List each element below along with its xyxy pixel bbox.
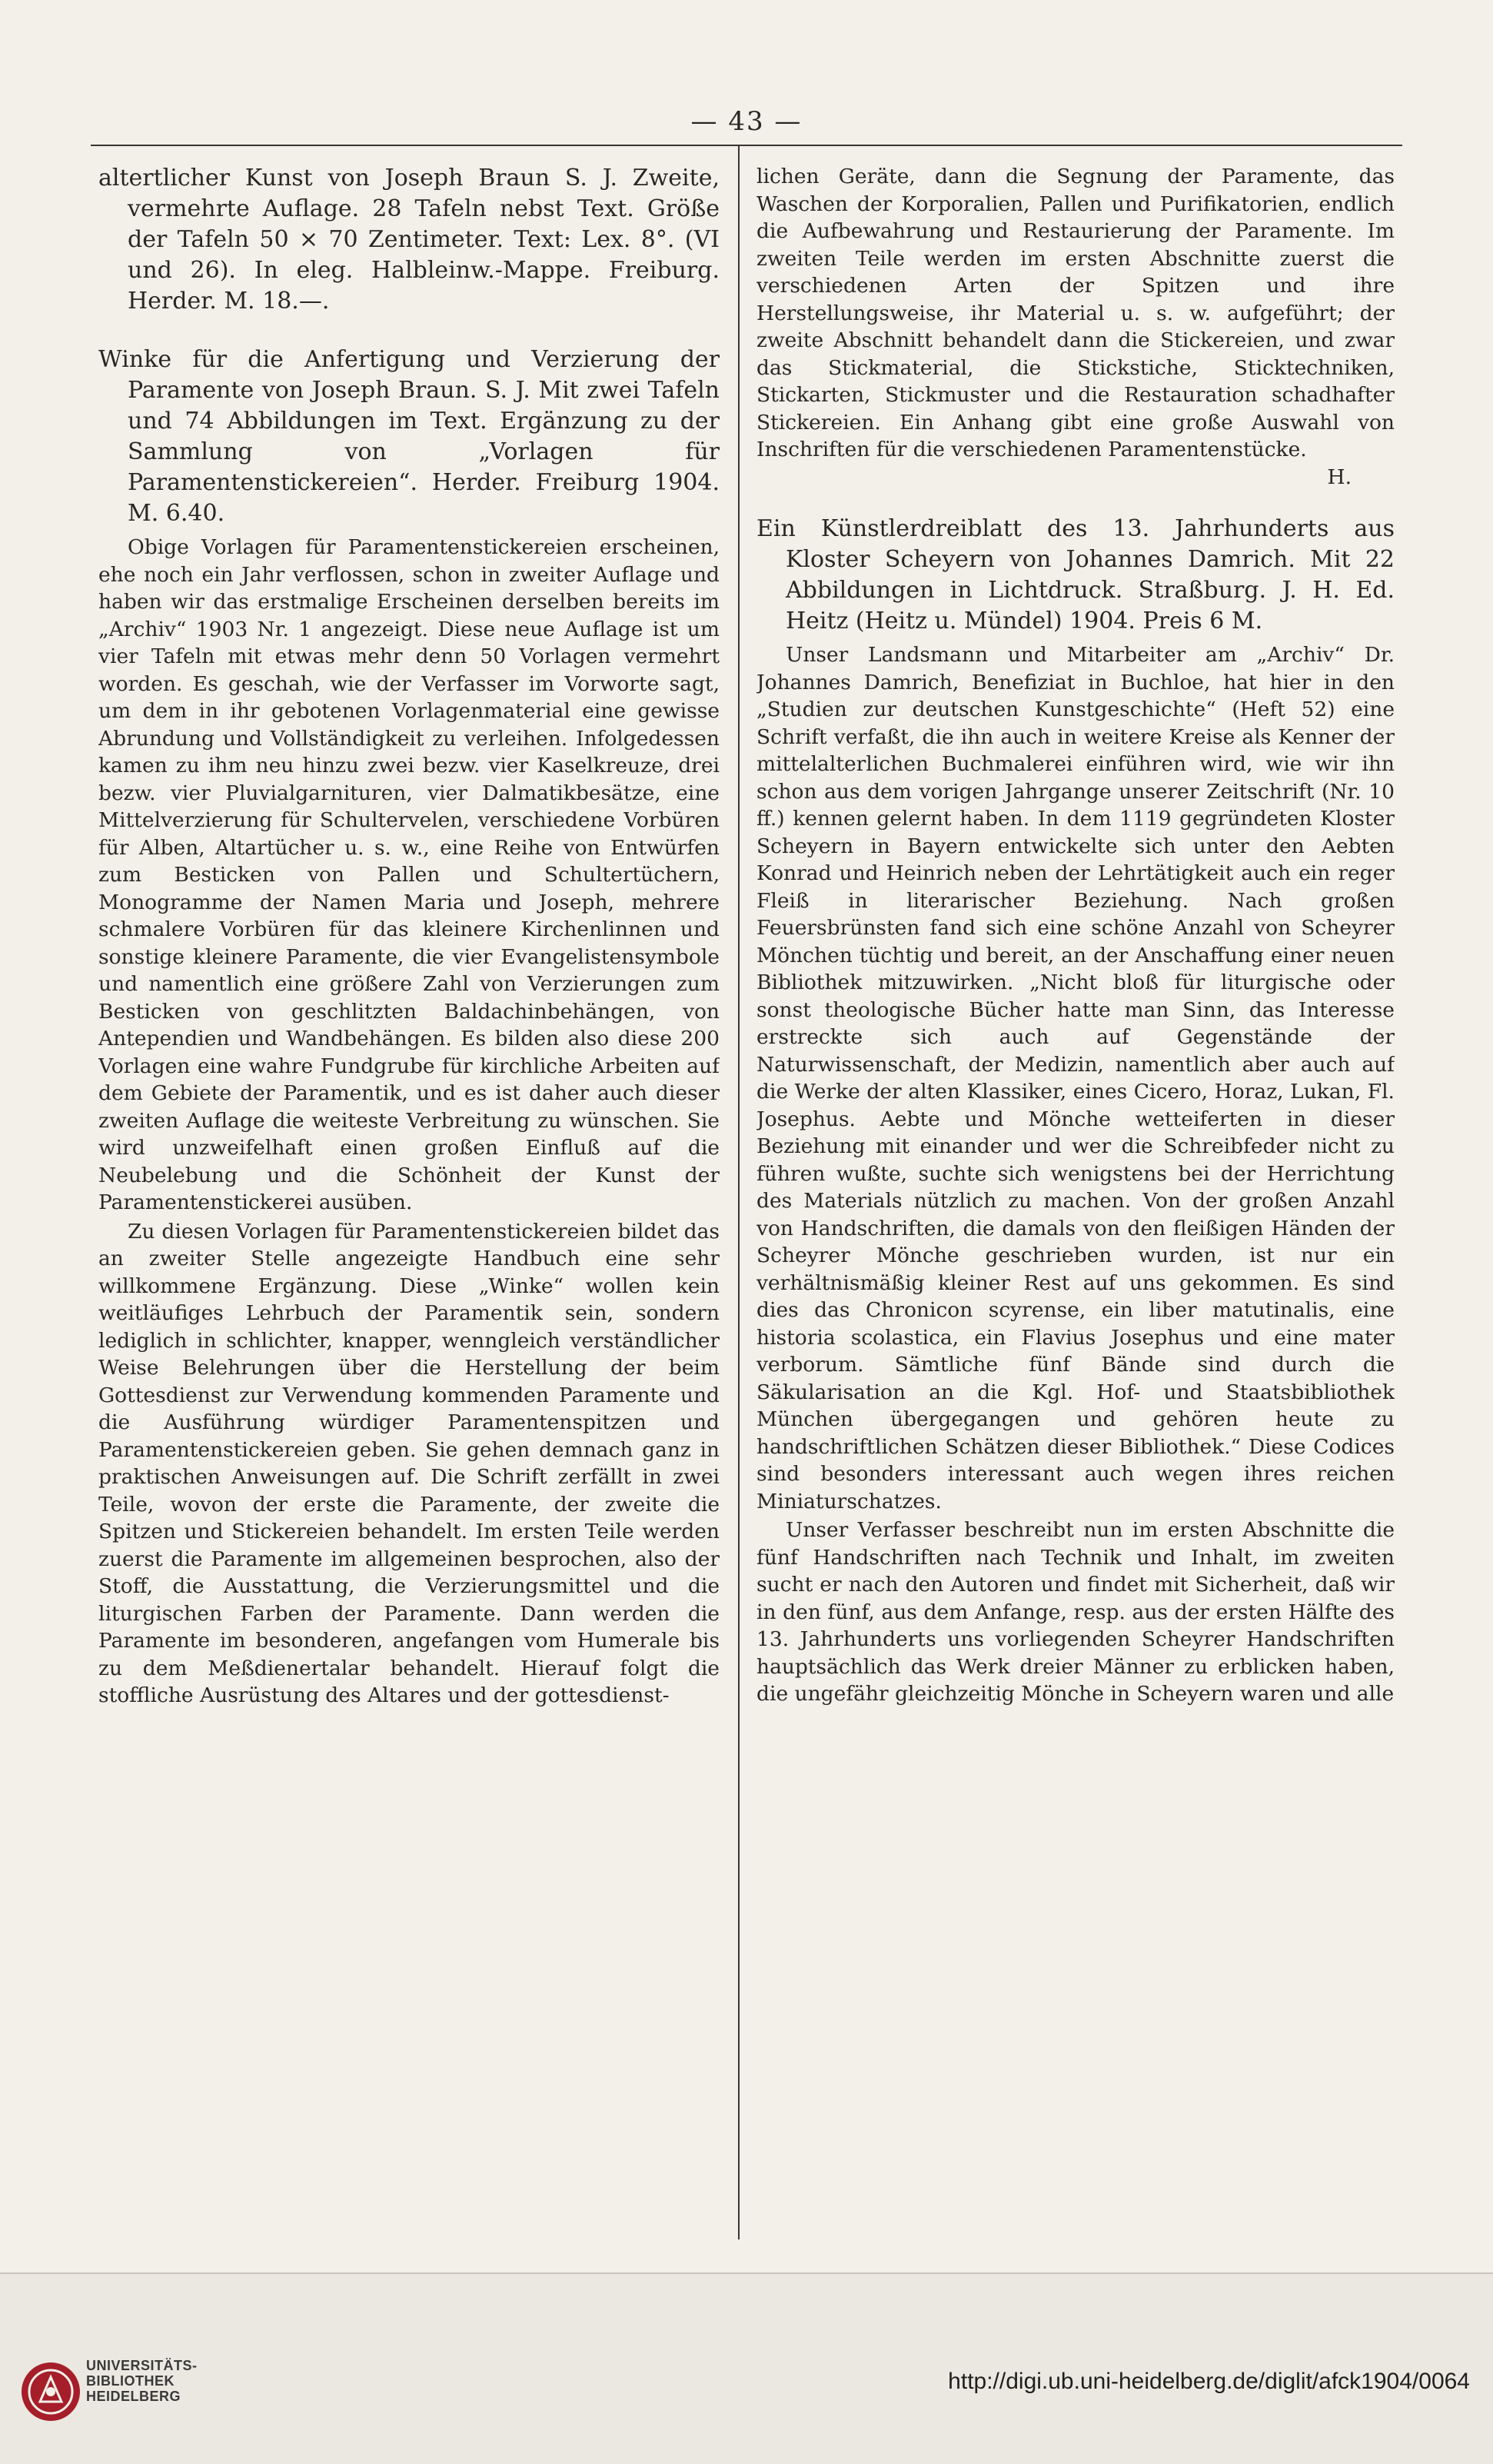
- left-column: [98, 163, 720, 2239]
- review-paragraph: Unser Landsmann und Mitarbeiter am „Archiv“ Dr. Johannes Damrich, Benefiziat in Buchloe, hat hier in den „Studien zur deutschen Kunstgeschichte“ (Heft 52) eine Schrift verfaßt, die ihn auch in weitere Kreise als Kenner der mittelalterlichen Buchmalerei einführen wird, wie wir ihn schon aus dem vorigen Jahrgange unserer Zeitschrift (Nr. 10 ff.) kennen gelernt haben. In dem 1119 gegründeten Kloster Scheyern in Bayern entwickelte sich unter den Aebten Konrad und Heinrich neben der Lehrtätigkeit auch ein reger Fleiß in literarischer Beziehung. Nach großen Feuersbrünsten fand sich eine schöne Anzahl von Scheyrer Mönchen tüchtig und bereit, an der Anschaffung einer neuen Bibliothek mitzuwirken. „Nicht bloß für liturgische oder sonst theologische Bücher hatte man Sinn, das Interesse erstreckte sich auch auf Gegenstände der Naturwissenschaft, der Medizin, namentlich aber auch auf die Werke der alten Klassiker, eines Cicero, Horaz, Lukan, Fl. Josephus. Aebte und Mönche wetteiferten in dieser Beziehung mit einander und wer die Schreibfeder nicht zu führen wußte, suchte sich wenigstens bei der Herrichtung des Materials nützlich zu machen. Von der großen Anzahl von Handschriften, die damals von den fleißigen Händen der Scheyrer Mönche geschrieben wurden, ist nur ein verhältnismäßig kleiner Rest auf uns gekommen. Es sind dies das Chronicon scyrense, ein liber matutinalis, eine historia scolastica, ein Flavius Josephus und eine mater verborum. Sämtliche fünf Bände sind durch die Säkularisation an die Kgl. Hof- und Staatsbibliothek München übergegangen und gehören heute zu handschriftlichen Schätzen dieser Bibliothek.“ Diese Codices sind besonders interessant auch wegen ihres reichen Miniaturschatzes.: [756, 643, 1395, 1513]
- entry2-heading: Winke für die Anfertigung und Verzierung der Paramente von Joseph Braun. S. J. Mit zwei Tafeln und 74 Abbildungen im Text. Ergänzung zu der Sammlung von „Vorlagen für Paramentenstickereien“. Herder. Freiburg 1904. M. 6.40.: [98, 346, 720, 527]
- review-paragraph-continuation: lichen Geräte, dann die Segnung der Paramente, das Waschen der Korporalien, Pallen und Purifikatorien, endlich die Aufbewahrung und Restaurierung der Paramente. Im zweiten Teile werden im ersten Abschnitte zuerst die verschiedenen Arten der Spitzen und ihre Herstellungsweise, ihr Material u. s. w. aufgeführt; der zweite Abschnitt behandelt dann die Stickereien, und zwar das Stickmaterial, die Stickstiche, Sticktechniken, Stickarten, Stickmuster und die Restauration schadhafter Stickereien. Ein Anhang gibt eine große Auswahl von Inschriften für die verschiedenen Paramentenstücke.: [756, 165, 1395, 461]
- review-paragraph: Obige Vorlagen für Paramentenstickereien erscheinen, ehe noch ein Jahr verflossen, schon in zweiter Auflage und haben wir das erstmalige Erscheinen derselben bereits im „Archiv“ 1903 Nr. 1 angezeigt. Diese neue Auflage ist um vier Tafeln mit etwas mehr denn 50 Vorlagen vermehrt worden. Es geschah, wie der Verfasser im Vorworte sagt, um dem in ihr gebotenen Vorlagenmaterial eine gewisse Abrundung und Vollständigkeit zu verleihen. Infolgedessen kamen zu ihm neu hinzu zwei bezw. vier Kaselkreuze, drei bezw. vier Pluvialgarnituren, vier Dalmatikbesätze, eine Mittelverzierung für Schultervelen, verschiedene Vorbüren für Alben, Altartücher u. s. w., eine Reihe von Entwürfen zum Besticken von Pallen und Schultertüchern, Monogramme der Namen Maria und Joseph, mehrere schmalere Vorbüren für das kleinere Kirchenlinnen und sonstige kleinere Paramente, die vier Evangelistensymbole und namentlich eine größere Zahl von Verzierungen zum Besticken von geschlitzten Baldachinbehängen, von Antependien und Wandbehängen. Es bilden also diese 200 Vorlagen eine wahre Fundgrube für kirchliche Arbeiten auf dem Gebiete der Paramentik, und es ist daher auch dieser zweiten Auflage die weiteste Verbreitung zu wünschen. Sie wird unzweifelhaft einen großen Einfluß auf die Neubelebung und die Schönheit der Kunst der Paramentenstickerei ausüben.: [98, 535, 720, 1214]
- review-paragraph: Unser Verfasser beschreibt nun im ersten Abschnitte die fünf Handschriften nach Technik und Inhalt, im zweiten sucht er nach den Autoren und findet mit Sicherheit, daß wir in den fünf, aus dem Anfange, resp. aus der ersten Hälfte des 13. Jahrhunderts uns vorliegenden Scheyrer Handschriften hauptsächlich das Werk dreier Männer zu erblicken haben, die ungefähr gleichzeitig Mönche in Scheyern waren und alle: [756, 1518, 1395, 1706]
- entry3-heading: Ein Künstlerdreiblatt des 13. Jahrhunderts aus Kloster Scheyern von Johannes Damrich. Mit 22 Abbildungen in Lichtdruck. Straßburg. J. H. Ed. Heitz (Heitz u. Mündel) 1904. Preis 6 M.: [756, 515, 1395, 634]
- reviewer-signature: H.: [1327, 464, 1352, 489]
- header-rule: [91, 145, 1402, 146]
- right-column: [756, 163, 1395, 2239]
- review-paragraph: Zu diesen Vorlagen für Paramentenstickereien bildet das an zweiter Stelle angezeigte Handbuch eine sehr willkommene Ergänzung. Diese „Winke“ wollen kein weitläufiges Lehrbuch der Paramentik sein, sondern lediglich in schlichter, knapper, wenngleich verständlicher Weise Belehrungen über die Herstellung der beim Gottesdienst zur Verwendung kommenden Paramente und die Ausführung würdiger Paramentenspitzen und Paramentenstickereien geben. Sie gehen demnach ganz in praktischen Anweisungen auf. Die Schrift zerfällt in zwei Teile, wovon der erste die Paramente, der zweite die Spitzen und Stickereien behandelt. Im ersten Teile werden zuerst die Paramente im allgemeinen besprochen, also der Stoff, die Ausstattung, die Verzierungsmittel und die liturgischen Farben der Paramente. Dann werden die Paramente im besonderen, angefangen vom Humerale bis zu dem Meßdienertalar behandelt. Hierauf folgt die stoffliche Ausrüstung des Altares und der gottesdienst-: [98, 1219, 720, 1707]
- source-url-link[interactable]: http://digi.ub.uni-heidelberg.de/diglit/afck1904/0064: [948, 2369, 1470, 2394]
- library-name: UNIVERSITÄTS- BIBLIOTHEK HEIDELBERG: [86, 2358, 198, 2404]
- entry1-continuation: altertlicher Kunst von Joseph Braun S. J. Zweite, vermehrte Auflage. 28 Tafeln nebst Text. Größe der Tafeln 50 × 70 Zentimeter. Text: Lex. 8°. (VI und 26). In eleg. Halbleinw.-Mappe. Freiburg. Herder. M. 18.—.: [98, 165, 720, 315]
- column-divider: [738, 145, 740, 2239]
- page-number: — 43 —: [690, 106, 803, 137]
